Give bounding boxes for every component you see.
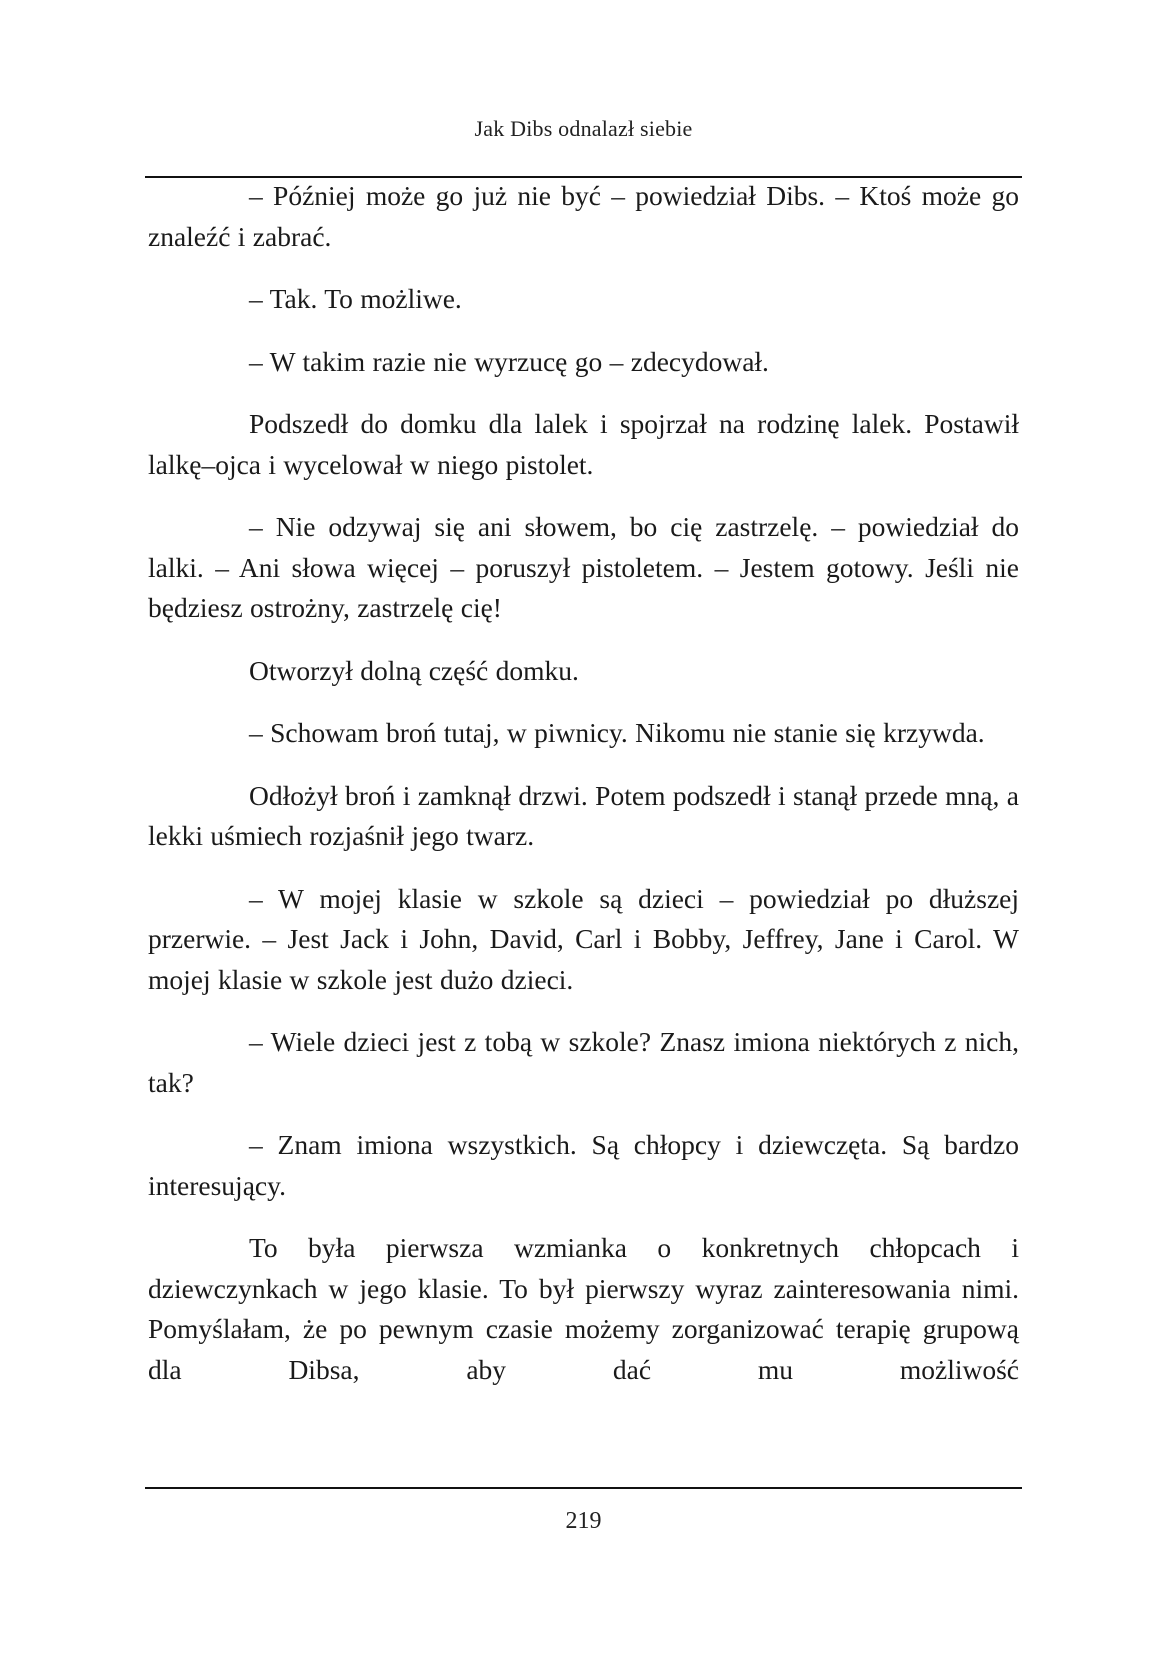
paragraph: – Później może go już nie być – powiedział Dibs. – Ktoś może go znaleźć i zabrać. [148, 180, 1019, 252]
paragraph: – W takim razie nie wyrzucę go – zdecydował. [249, 345, 769, 377]
paragraph: Odłożył broń i zamknął drzwi. Potem podszedł i stanął przede mną, a lekki uśmiech rozjaśnił jego twarz. [148, 779, 1019, 851]
running-header: Jak Dibs odnalazł siebie [474, 116, 693, 141]
page-body [148, 176, 1019, 1412]
paragraph: Otworzył dolną część domku. [249, 654, 579, 686]
paragraph: Podszedł do domku dla lalek i spojrzał na rodzinę lalek. Postawił lalkę–ojca i wycelował w niego pistolet. [148, 408, 1019, 480]
paragraph: To była pierwsza wzmianka o konkretnych chłopcach i dziewczynkach w jego klasie. To był pierwszy wyraz zainteresowania nimi. Pomyślałam, że po pewnym czasie możemy zorganizować terapię grupową dla Dibsa, aby dać mu możliwość [148, 1232, 1019, 1385]
paragraph: – W mojej klasie w szkole są dzieci – powiedział po dłuższej przerwie. – Jest Jack i John, David, Carl i Bobby, Jeffrey, Jane i Carol. W mojej klasie w szkole jest dużo dzieci. [148, 882, 1019, 995]
paragraph: – Schowam broń tutaj, w piwnicy. Nikomu nie stanie się krzywda. [249, 717, 985, 748]
page-number: 219 [565, 1508, 602, 1534]
footer-rule [145, 1487, 1022, 1489]
paragraph: – Znam imiona wszystkich. Są chłopcy i dziewczęta. Są bardzo interesujący. [148, 1129, 1019, 1201]
paragraph: – Tak. To możliwe. [249, 283, 462, 314]
paragraph: – Nie odzywaj się ani słowem, bo cię zastrzelę. – powiedział do lalki. – Ani słowa więcej – poruszył pistoletem. – Jestem gotowy. Jeśli nie będziesz ostrożny, zastrzelę cię! [148, 511, 1019, 623]
paragraph: – Wiele dzieci jest z tobą w szkole? Znasz imiona niektórych z nich, tak? [148, 1026, 1019, 1098]
